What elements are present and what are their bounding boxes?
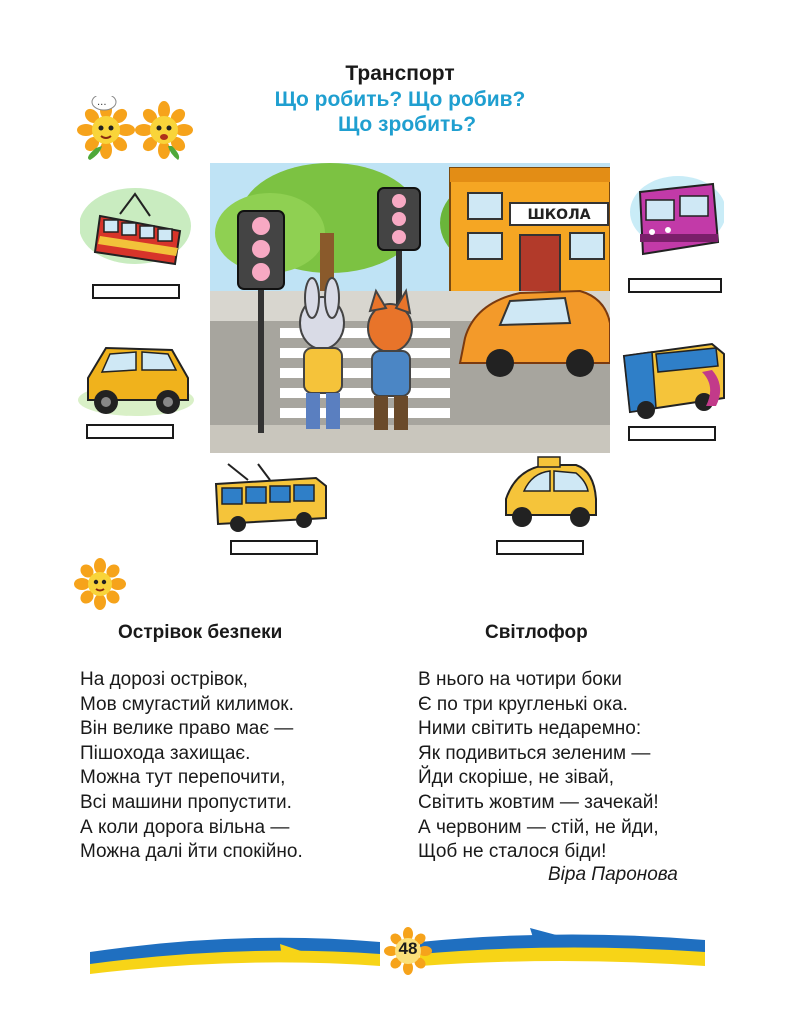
trolleybus-answer-box[interactable] bbox=[230, 540, 318, 555]
poem-line: Як подивиться зеленим — bbox=[418, 742, 651, 764]
question-line-2: Що зробить? bbox=[338, 113, 477, 136]
suv-illustration bbox=[76, 338, 198, 418]
poem-line: Ними світить недаремно: bbox=[418, 718, 642, 740]
train-illustration bbox=[618, 172, 724, 264]
poem-line: А червоним — стій, не йди, bbox=[418, 816, 659, 838]
poem-line: Світить жовтим — зачекай! bbox=[418, 791, 659, 813]
poem-left-body bbox=[80, 668, 303, 865]
school-sign: ШКОЛА bbox=[527, 207, 591, 223]
poem-right-title: Світлофор bbox=[485, 622, 588, 643]
train-answer-box[interactable] bbox=[628, 278, 722, 293]
poem-line: На дорозі острівок, bbox=[80, 669, 248, 690]
bus-illustration bbox=[616, 336, 730, 420]
question-line-1: Що робить? Що робив? bbox=[274, 88, 526, 111]
poem-line: Щоб не сталося біди! bbox=[418, 841, 607, 863]
poem-line: А коли дорога вільна — bbox=[80, 816, 290, 838]
poem-line: Можна тут перепочити, bbox=[80, 767, 286, 789]
trolleybus-illustration bbox=[208, 460, 332, 532]
page-number: 48 bbox=[398, 939, 418, 958]
poem-left-title: Острівок безпеки bbox=[118, 622, 283, 643]
bus-answer-box[interactable] bbox=[628, 426, 716, 441]
tram-answer-box[interactable] bbox=[92, 284, 180, 299]
page-title: Транспорт bbox=[345, 62, 455, 85]
poem-right-body bbox=[418, 668, 659, 865]
poem-line: Всі машини пропустити. bbox=[80, 791, 292, 813]
poem-line: Мов смугастий килимок. bbox=[80, 693, 294, 715]
sunflower-mascots-icon bbox=[76, 96, 196, 160]
tram-illustration bbox=[80, 186, 198, 274]
poem-line: В нього на чотири боки bbox=[418, 669, 622, 690]
svg-text:...: ... bbox=[97, 97, 107, 108]
sunflower-reader-icon bbox=[74, 558, 130, 612]
poem-line: Пішохода захищає. bbox=[80, 742, 251, 764]
taxi-illustration bbox=[496, 455, 602, 533]
poem-line: Можна далі йти спокійно. bbox=[80, 841, 303, 863]
poem-line: Йди скоріше, не зівай, bbox=[418, 767, 614, 789]
poem-line: Є по три кругленькі ока. bbox=[418, 693, 628, 715]
poem-author: Віра Паронова bbox=[548, 864, 678, 885]
street-scene-illustration bbox=[210, 163, 610, 453]
taxi-answer-box[interactable] bbox=[496, 540, 584, 555]
poem-line: Він велике право має — bbox=[80, 718, 294, 740]
suv-answer-box[interactable] bbox=[86, 424, 174, 439]
